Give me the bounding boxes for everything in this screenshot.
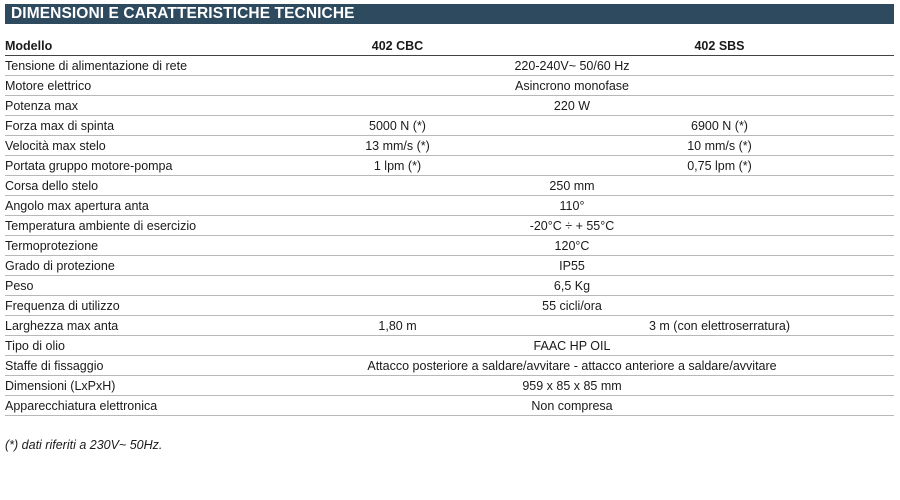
table-row <box>5 356 894 376</box>
table-row <box>5 116 894 136</box>
row-value-cbc: 1,80 m <box>250 316 545 336</box>
row-value-shared: Asincrono monofase <box>250 76 894 96</box>
row-value-shared: -20°C ÷ + 55°C <box>250 216 894 236</box>
row-label: Velocità max stelo <box>5 136 250 156</box>
table-row <box>5 156 894 176</box>
row-value-shared: 6,5 Kg <box>250 276 894 296</box>
row-label: Grado di protezione <box>5 256 250 276</box>
row-value-shared: 120°C <box>250 236 894 256</box>
footnote: (*) dati riferiti a 230V~ 50Hz. <box>5 438 163 452</box>
row-label: Peso <box>5 276 250 296</box>
table-body <box>5 56 894 416</box>
row-value-shared: 220 W <box>250 96 894 116</box>
row-value-sbs: 3 m (con elettroserratura) <box>545 316 894 336</box>
row-label: Tensione di alimentazione di rete <box>5 56 250 76</box>
row-value-cbc: 5000 N (*) <box>250 116 545 136</box>
row-value-shared: 250 mm <box>250 176 894 196</box>
row-label: Motore elettrico <box>5 76 250 96</box>
header-model-label: Modello <box>5 36 250 56</box>
table-row <box>5 376 894 396</box>
row-label: Corsa dello stelo <box>5 176 250 196</box>
row-label: Temperatura ambiente di esercizio <box>5 216 250 236</box>
row-label: Staffe di fissaggio <box>5 356 250 376</box>
row-label: Forza max di spinta <box>5 116 250 136</box>
section-title: DIMENSIONI E CARATTERISTICHE TECNICHE <box>11 5 355 22</box>
table-row <box>5 336 894 356</box>
table-row <box>5 136 894 156</box>
table-row <box>5 276 894 296</box>
row-value-shared: IP55 <box>250 256 894 276</box>
table-row <box>5 196 894 216</box>
row-value-shared: 55 cicli/ora <box>250 296 894 316</box>
table-header-row <box>5 36 894 56</box>
row-label: Apparecchiatura elettronica <box>5 396 250 416</box>
row-label: Portata gruppo motore-pompa <box>5 156 250 176</box>
table-row <box>5 236 894 256</box>
row-label: Termoprotezione <box>5 236 250 256</box>
table-row <box>5 56 894 76</box>
row-label: Larghezza max anta <box>5 316 250 336</box>
header-model-cbc: 402 CBC <box>250 36 545 56</box>
row-value-cbc: 13 mm/s (*) <box>250 136 545 156</box>
table-row <box>5 176 894 196</box>
specs-table <box>5 36 894 416</box>
header-model-sbs: 402 SBS <box>545 36 894 56</box>
row-value-shared: 959 x 85 x 85 mm <box>250 376 894 396</box>
row-value-shared: Non compresa <box>250 396 894 416</box>
row-label: Angolo max apertura anta <box>5 196 250 216</box>
row-value-sbs: 10 mm/s (*) <box>545 136 894 156</box>
row-value-shared: 110° <box>250 196 894 216</box>
row-value-cbc: 1 lpm (*) <box>250 156 545 176</box>
table-row <box>5 296 894 316</box>
row-value-shared: Attacco posteriore a saldare/avvitare - attacco anteriore a saldare/avvitare <box>250 356 894 376</box>
table-row <box>5 316 894 336</box>
row-label: Dimensioni (LxPxH) <box>5 376 250 396</box>
row-value-shared: FAAC HP OIL <box>250 336 894 356</box>
table-row <box>5 76 894 96</box>
table-row <box>5 96 894 116</box>
section-header <box>5 4 894 24</box>
row-value-shared: 220-240V~ 50/60 Hz <box>250 56 894 76</box>
row-label: Tipo di olio <box>5 336 250 356</box>
table-row <box>5 256 894 276</box>
table-row <box>5 216 894 236</box>
row-label: Potenza max <box>5 96 250 116</box>
row-label: Frequenza di utilizzo <box>5 296 250 316</box>
row-value-sbs: 0,75 lpm (*) <box>545 156 894 176</box>
table-row <box>5 396 894 416</box>
row-value-sbs: 6900 N (*) <box>545 116 894 136</box>
